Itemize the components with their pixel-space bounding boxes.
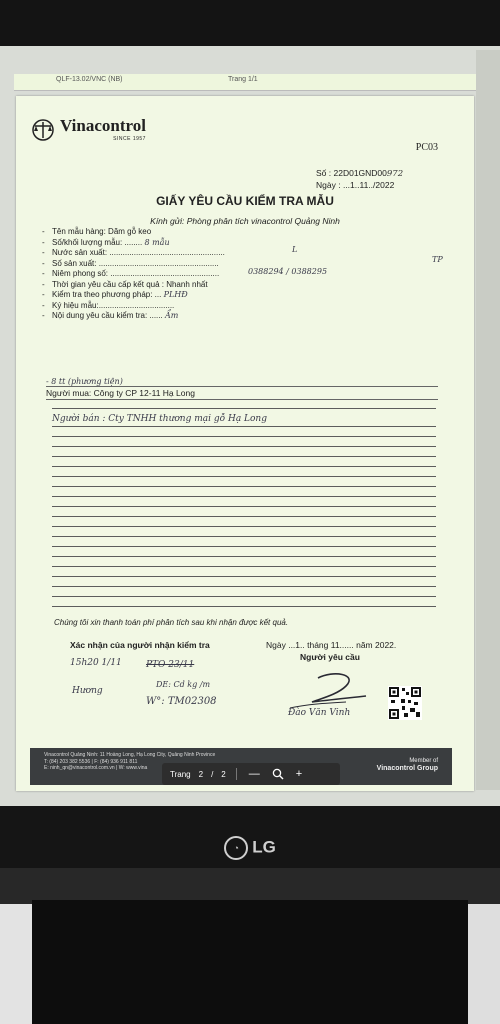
ngay-label: Ngày : xyxy=(316,180,341,190)
ruled-line xyxy=(52,426,436,427)
page-label: Trang xyxy=(170,769,191,779)
ruled-line xyxy=(52,486,436,487)
ruled-line xyxy=(52,566,436,567)
ruled-line xyxy=(52,556,436,557)
previous-page-edge xyxy=(14,74,476,91)
ruled-line xyxy=(52,436,436,437)
monitor-stand xyxy=(32,900,468,1024)
receiver-signature: Hương xyxy=(72,686,103,696)
ruled-line xyxy=(52,408,436,409)
ruled-line xyxy=(52,456,436,457)
ngay-value: ...1..11../2022 xyxy=(342,180,395,190)
monitor-logo: ◔ LG xyxy=(0,836,500,860)
receiver-confirm-label: Xác nhận của người nhận kiểm tra xyxy=(70,640,210,650)
footer-address: Vinacontrol Quảng Ninh: 11 Hoàng Long, Hạ Long City, Quảng Ninh Province T: (84) 203 382 5536 | F: (84) 936 911 811 E: ninh_qn@vinacontrol.com.vn | W: www.vina xyxy=(44,752,216,771)
handwritten-time: 15h20 1/11 xyxy=(70,658,122,668)
ruled-line xyxy=(52,596,436,597)
scales-icon xyxy=(30,119,56,141)
page-title: GIẤY YÊU CẦU KIỂM TRA MẪU xyxy=(156,194,334,208)
ruled-line xyxy=(52,586,436,587)
zoom-out-button[interactable]: — xyxy=(248,768,260,780)
pdf-viewer xyxy=(0,46,500,806)
zoom-in-button[interactable]: + xyxy=(295,768,303,780)
ruled-line xyxy=(52,576,436,577)
requester-name: Đào Văn Vinh xyxy=(288,708,351,718)
page-separator: / xyxy=(211,769,214,779)
pdf-page-toolbar xyxy=(162,763,340,785)
zoom-icon[interactable] xyxy=(272,768,284,780)
so-hand: 972 xyxy=(386,169,404,179)
document-page xyxy=(16,96,474,791)
handwritten-note: - 8 tt (phương tiện) xyxy=(46,377,123,386)
prev-page-code: QLF-13.02/VNC (NB) xyxy=(56,76,123,83)
document-date xyxy=(316,180,394,190)
seller-handwritten: Người bán : Cty TNHH thương mại gỗ Hạ Long xyxy=(52,414,267,424)
form-code: PC03 xyxy=(415,142,438,153)
so-label: Số : xyxy=(316,168,332,178)
field-origin: - Nước sản xuất: .................................................... L xyxy=(42,245,298,257)
qr-code-icon xyxy=(388,686,422,720)
document-number xyxy=(316,168,403,179)
addressee: Kính gửi: Phòng phân tích vinacontrol Quảng Ninh xyxy=(150,216,340,226)
field-seal-number: - Niêm phong số: ................................................. 0388294 / 0388295 xyxy=(42,267,328,278)
payment-note: Chúng tôi xin thanh toán phí phân tích sau khi nhận được kết quả. xyxy=(54,618,289,627)
so-value: 22D01GND00 xyxy=(333,168,387,178)
field-sample-name: - Tên mẫu hàng: Dăm gỗ keo xyxy=(42,227,152,236)
prev-page-number: Trang 1/1 xyxy=(228,76,258,83)
total-pages: 2 xyxy=(221,769,226,779)
field-sample-quantity: - Số/khối lượng mẫu: ........ 8 mẫu xyxy=(42,237,170,247)
field-production-number: - Số sản xuất: ...................................................... TP xyxy=(42,254,443,268)
handwritten-de: DE: Cd kg /m xyxy=(156,680,211,689)
vinacontrol-logo xyxy=(30,118,146,142)
brand-since: SINCE 1957 xyxy=(113,136,146,142)
monitor-bezel-top xyxy=(0,0,500,48)
ruled-line xyxy=(52,506,436,507)
field-result-time: - Thời gian yêu cầu cấp kết quả : Nhanh nhất xyxy=(42,279,208,289)
toolbar-divider xyxy=(236,768,237,780)
screen-edge xyxy=(476,50,500,790)
ruled-line xyxy=(52,496,436,497)
footer-member: Member of Vinacontrol Group xyxy=(376,758,438,772)
handwritten-w-number: W°: TM02308 xyxy=(146,696,217,707)
ruled-line xyxy=(52,546,436,547)
ruled-line xyxy=(52,516,436,517)
field-sample-code: - Ký hiệu mẫu:.................................. xyxy=(42,300,175,310)
field-content: - Nội dung yêu cầu kiểm tra: ...... Ẩm xyxy=(42,311,179,320)
ruled-line xyxy=(52,606,436,607)
ruled-line xyxy=(52,466,436,467)
signing-date: Ngày ...1.. tháng 11...... năm 2022. xyxy=(266,640,397,650)
lg-logo-icon: ◔ xyxy=(224,836,248,860)
requester-label: Người yêu cầu xyxy=(300,652,360,662)
field-method: - Kiểm tra theo phương pháp: ... PLHĐ xyxy=(42,290,188,299)
ruled-line xyxy=(52,536,436,537)
ruled-line xyxy=(52,476,436,477)
buyer-line: Người mua: Công ty CP 12-11 Hạ Long xyxy=(46,386,438,400)
ruled-line xyxy=(52,526,436,527)
brand-name: Vinacontrol xyxy=(60,116,146,135)
ruled-line xyxy=(52,446,436,447)
request-fields xyxy=(42,227,452,322)
current-page-input[interactable]: 2 xyxy=(198,769,204,779)
handwritten-crossed: PTO 23/11 xyxy=(146,660,195,670)
